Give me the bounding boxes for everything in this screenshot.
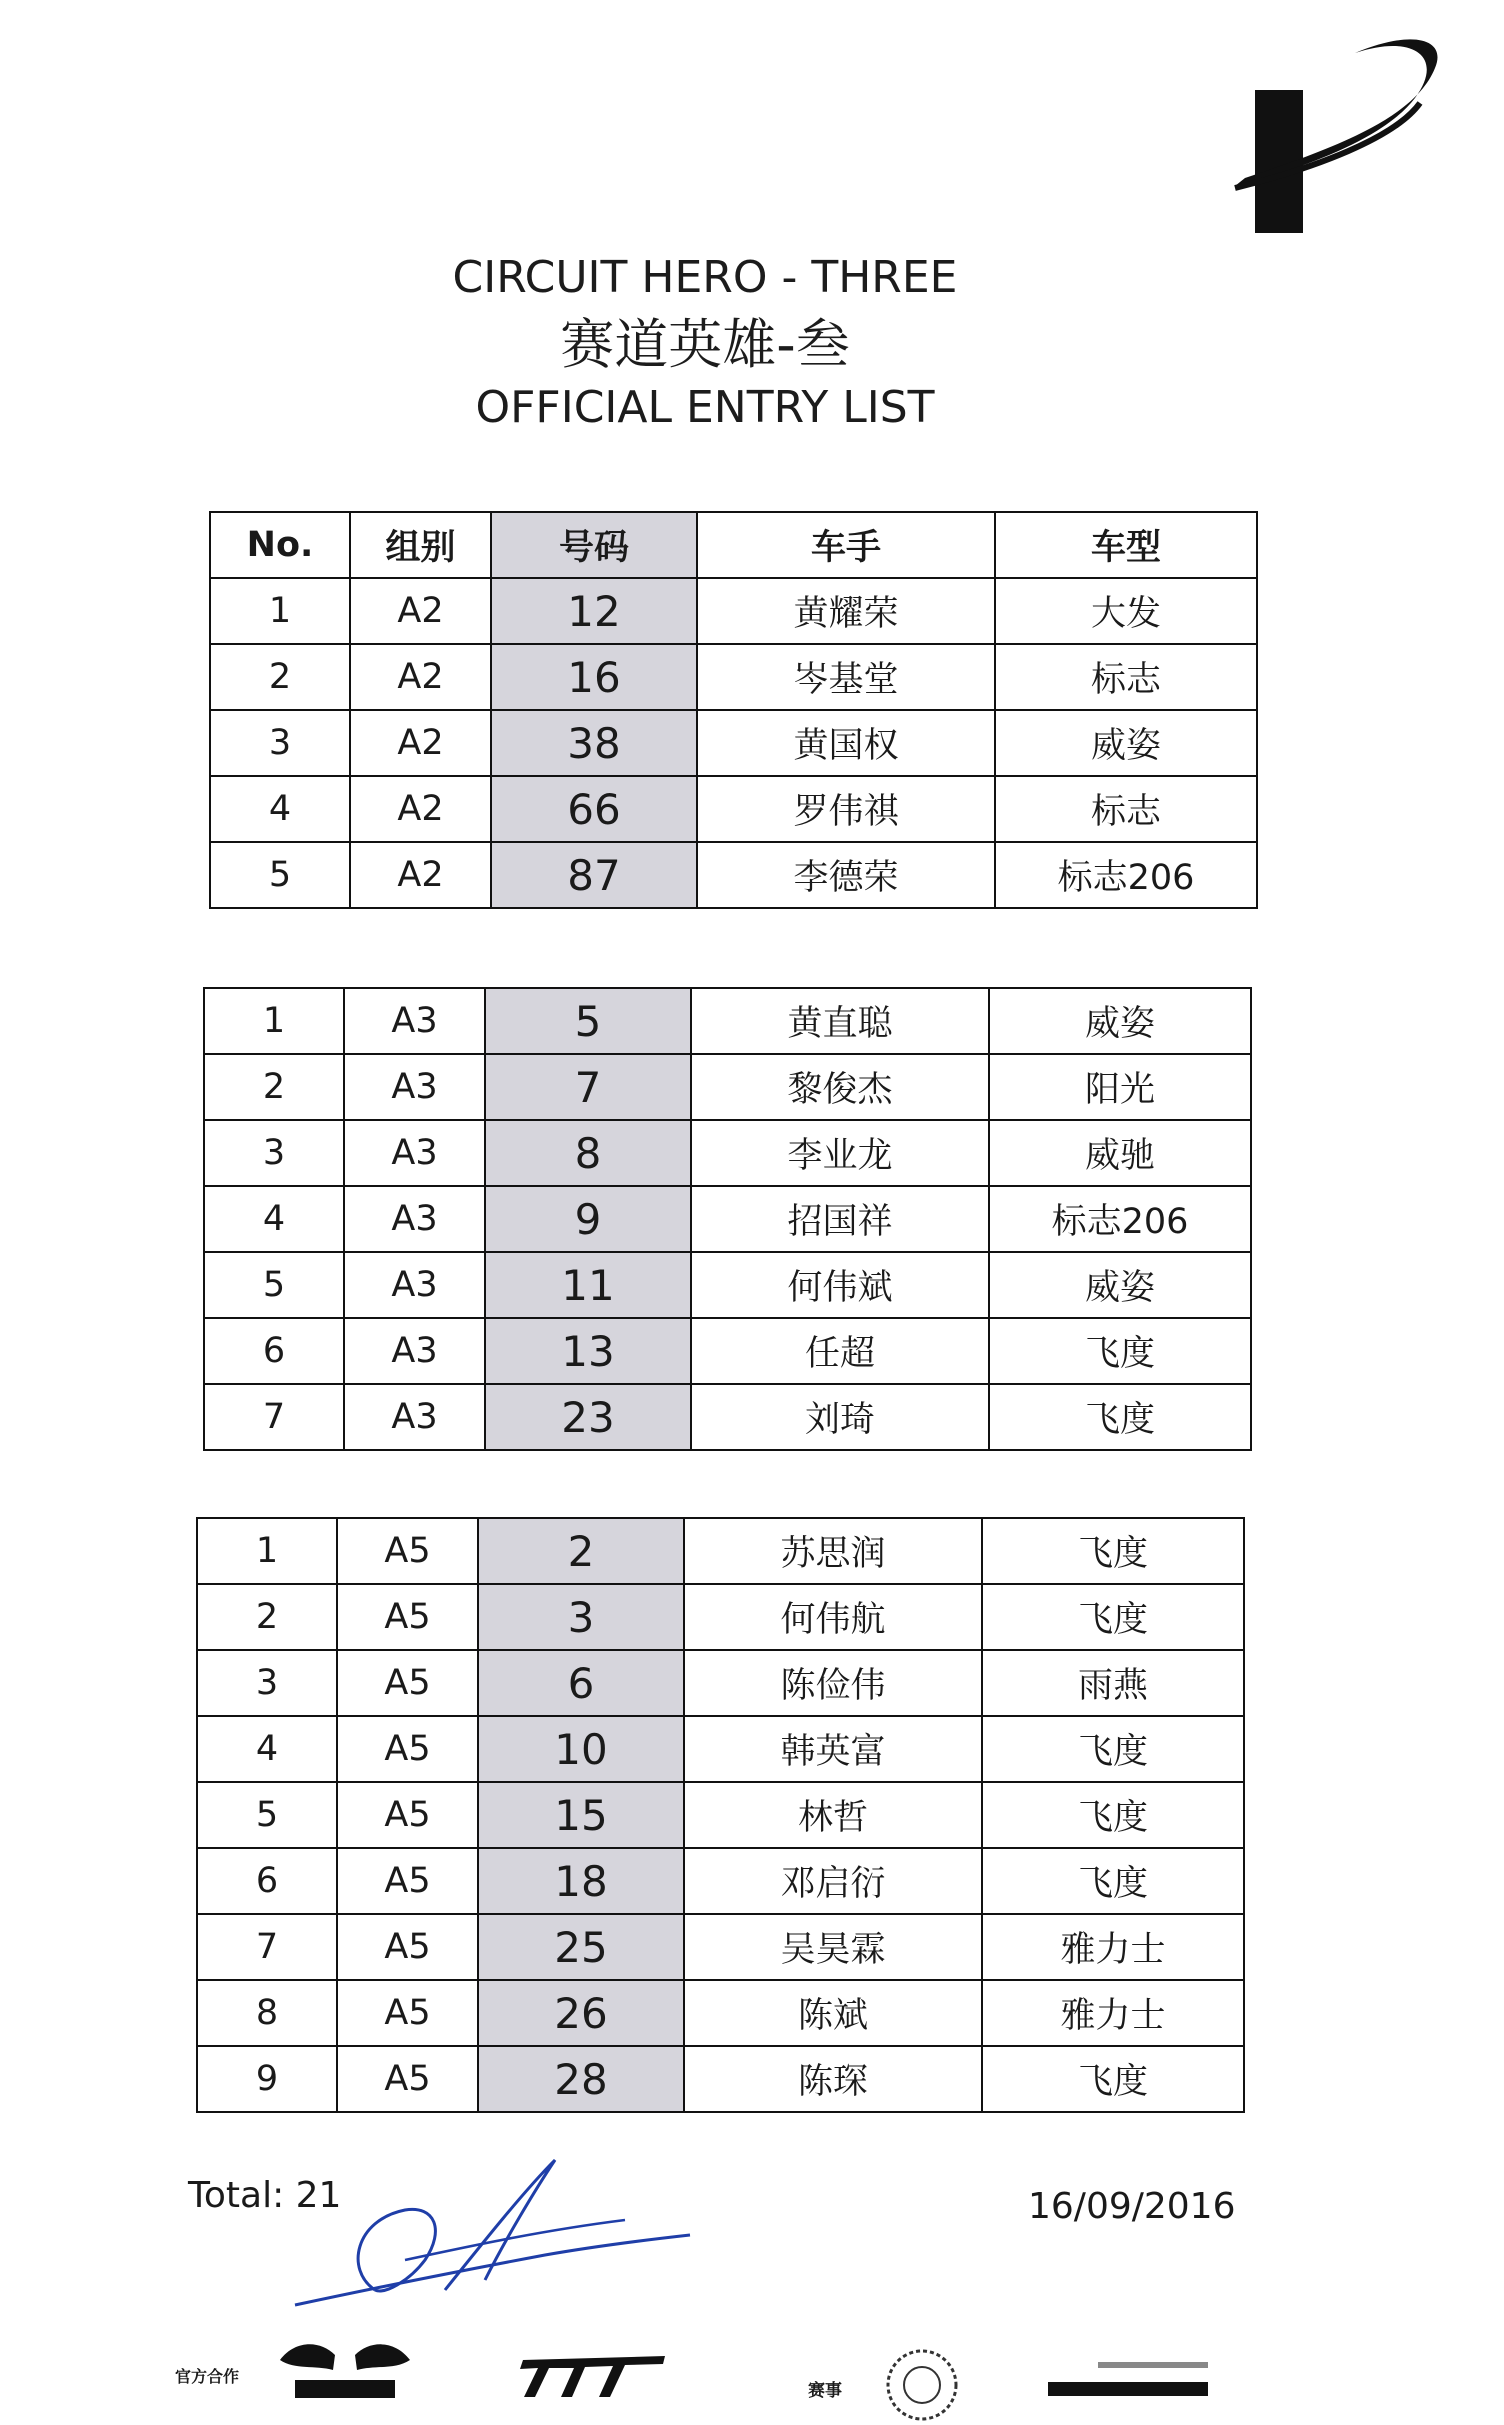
table-row bbox=[197, 1980, 1244, 2046]
cell-no: 3 bbox=[197, 1650, 337, 1716]
cell-no: 9 bbox=[197, 2046, 337, 2112]
cell-group: A5 bbox=[337, 1782, 478, 1848]
cell-car: 标志 bbox=[995, 644, 1257, 710]
table-row bbox=[197, 1584, 1244, 1650]
table-row bbox=[204, 1120, 1251, 1186]
table-row bbox=[204, 988, 1251, 1054]
cell-no: 5 bbox=[197, 1782, 337, 1848]
table-row bbox=[197, 1650, 1244, 1716]
cell-driver: 黄直聪 bbox=[691, 988, 989, 1054]
cell-driver: 招国祥 bbox=[691, 1186, 989, 1252]
cell-group: A3 bbox=[344, 1120, 485, 1186]
cell-group: A5 bbox=[337, 1518, 478, 1584]
cell-car: 大发 bbox=[995, 578, 1257, 644]
header-number: 号码 bbox=[491, 512, 697, 578]
cell-car: 飞度 bbox=[989, 1318, 1251, 1384]
cell-no: 4 bbox=[197, 1716, 337, 1782]
cell-car: 飞度 bbox=[982, 1518, 1244, 1584]
cell-car: 威姿 bbox=[989, 988, 1251, 1054]
cell-car: 飞度 bbox=[982, 1782, 1244, 1848]
cell-group: A2 bbox=[350, 578, 491, 644]
cell-no: 7 bbox=[204, 1384, 344, 1450]
table-row bbox=[204, 1252, 1251, 1318]
cell-number: 11 bbox=[485, 1252, 691, 1318]
title-english: CIRCUIT HERO - THREE bbox=[452, 252, 958, 303]
cell-car: 飞度 bbox=[982, 2046, 1244, 2112]
cell-no: 4 bbox=[204, 1186, 344, 1252]
cell-number: 3 bbox=[478, 1584, 684, 1650]
table-row bbox=[204, 1054, 1251, 1120]
table-row bbox=[210, 710, 1257, 776]
table-row bbox=[197, 2046, 1244, 2112]
cell-group: A5 bbox=[337, 1848, 478, 1914]
subtitle: OFFICIAL ENTRY LIST bbox=[475, 382, 935, 433]
cell-no: 5 bbox=[204, 1252, 344, 1318]
sponsor-label: 官方合作 bbox=[175, 2367, 240, 2386]
header-group: 组别 bbox=[350, 512, 491, 578]
cell-group: A5 bbox=[337, 2046, 478, 2112]
cell-group: A3 bbox=[344, 1252, 485, 1318]
cell-car: 标志206 bbox=[989, 1186, 1251, 1252]
cell-group: A3 bbox=[344, 1384, 485, 1450]
table-row bbox=[204, 1186, 1251, 1252]
cell-group: A2 bbox=[350, 644, 491, 710]
cell-driver: 任超 bbox=[691, 1318, 989, 1384]
cell-no: 2 bbox=[197, 1584, 337, 1650]
circuit-sponsor-logo-icon bbox=[1038, 2350, 1278, 2400]
cell-car: 飞度 bbox=[982, 1716, 1244, 1782]
table-row bbox=[197, 1716, 1244, 1782]
cell-car: 雅力士 bbox=[982, 1980, 1244, 2046]
cell-no: 2 bbox=[204, 1054, 344, 1120]
cell-car: 威姿 bbox=[989, 1252, 1251, 1318]
circuit-logo-icon bbox=[1215, 28, 1465, 238]
cell-driver: 吴昊霖 bbox=[684, 1914, 982, 1980]
cell-driver: 罗伟祺 bbox=[697, 776, 995, 842]
table-row bbox=[204, 1318, 1251, 1384]
cell-driver: 李德荣 bbox=[697, 842, 995, 908]
cell-no: 1 bbox=[204, 988, 344, 1054]
cell-number: 10 bbox=[478, 1716, 684, 1782]
table-row bbox=[197, 1518, 1244, 1584]
document-header bbox=[0, 250, 1410, 436]
cell-driver: 陈琛 bbox=[684, 2046, 982, 2112]
cell-car: 飞度 bbox=[989, 1384, 1251, 1450]
trt-logo-icon bbox=[515, 2352, 675, 2400]
cell-driver: 何伟航 bbox=[684, 1584, 982, 1650]
table-row bbox=[204, 1384, 1251, 1450]
cell-car: 雅力士 bbox=[982, 1914, 1244, 1980]
header-driver: 车手 bbox=[697, 512, 995, 578]
cell-number: 7 bbox=[485, 1054, 691, 1120]
cell-car: 飞度 bbox=[982, 1848, 1244, 1914]
cell-no: 1 bbox=[197, 1518, 337, 1584]
table-row bbox=[210, 842, 1257, 908]
cell-no: 6 bbox=[204, 1318, 344, 1384]
cell-number: 38 bbox=[491, 710, 697, 776]
cell-no: 1 bbox=[210, 578, 350, 644]
cell-no: 3 bbox=[210, 710, 350, 776]
cell-number: 26 bbox=[478, 1980, 684, 2046]
cell-number: 18 bbox=[478, 1848, 684, 1914]
cell-driver: 陈俭伟 bbox=[684, 1650, 982, 1716]
cell-group: A5 bbox=[337, 1716, 478, 1782]
cell-group: A2 bbox=[350, 842, 491, 908]
cell-no: 6 bbox=[197, 1848, 337, 1914]
cell-number: 9 bbox=[485, 1186, 691, 1252]
table-row bbox=[197, 1782, 1244, 1848]
cell-car: 威姿 bbox=[995, 710, 1257, 776]
cell-group: A3 bbox=[344, 1318, 485, 1384]
cell-no: 8 bbox=[197, 1980, 337, 2046]
cell-number: 66 bbox=[491, 776, 697, 842]
cell-car: 标志206 bbox=[995, 842, 1257, 908]
cell-driver: 李业龙 bbox=[691, 1120, 989, 1186]
cell-group: A2 bbox=[350, 776, 491, 842]
cell-driver: 黎俊杰 bbox=[691, 1054, 989, 1120]
red-bull-logo-icon bbox=[275, 2330, 415, 2400]
cell-group: A5 bbox=[337, 1980, 478, 2046]
signature-mark-icon bbox=[285, 2150, 705, 2330]
cell-number: 6 bbox=[478, 1650, 684, 1716]
cell-driver: 黄国权 bbox=[697, 710, 995, 776]
cell-number: 16 bbox=[491, 644, 697, 710]
cell-number: 5 bbox=[485, 988, 691, 1054]
entry-table-a5 bbox=[196, 1517, 1245, 2113]
cell-driver: 邓启衍 bbox=[684, 1848, 982, 1914]
cell-group: A3 bbox=[344, 1186, 485, 1252]
cell-number: 12 bbox=[491, 578, 697, 644]
cell-no: 4 bbox=[210, 776, 350, 842]
entry-table-a3 bbox=[203, 987, 1252, 1451]
total-count: Total: 21 bbox=[188, 2175, 342, 2216]
cell-driver: 陈斌 bbox=[684, 1980, 982, 2046]
cell-group: A5 bbox=[337, 1584, 478, 1650]
cell-group: A5 bbox=[337, 1914, 478, 1980]
table-row bbox=[210, 776, 1257, 842]
cell-car: 飞度 bbox=[982, 1584, 1244, 1650]
table-row bbox=[197, 1914, 1244, 1980]
cell-number: 13 bbox=[485, 1318, 691, 1384]
table-row bbox=[210, 644, 1257, 710]
cell-number: 87 bbox=[491, 842, 697, 908]
cell-number: 25 bbox=[478, 1914, 684, 1980]
organizer-seal-icon bbox=[882, 2345, 962, 2425]
table-row bbox=[197, 1848, 1244, 1914]
cell-group: A3 bbox=[344, 988, 485, 1054]
cell-group: A3 bbox=[344, 1054, 485, 1120]
cell-car: 雨燕 bbox=[982, 1650, 1244, 1716]
cell-group: A2 bbox=[350, 710, 491, 776]
cell-group: A5 bbox=[337, 1650, 478, 1716]
cell-no: 7 bbox=[197, 1914, 337, 1980]
cell-driver: 韩英富 bbox=[684, 1716, 982, 1782]
cell-driver: 刘琦 bbox=[691, 1384, 989, 1450]
cell-number: 28 bbox=[478, 2046, 684, 2112]
cell-number: 15 bbox=[478, 1782, 684, 1848]
cell-driver: 岑基堂 bbox=[697, 644, 995, 710]
document-date: 16/09/2016 bbox=[1028, 2186, 1236, 2227]
cell-no: 2 bbox=[210, 644, 350, 710]
cell-number: 23 bbox=[485, 1384, 691, 1450]
cell-car: 标志 bbox=[995, 776, 1257, 842]
cell-driver: 何伟斌 bbox=[691, 1252, 989, 1318]
cell-driver: 林哲 bbox=[684, 1782, 982, 1848]
title-chinese: 赛道英雄-叁 bbox=[560, 313, 850, 376]
cell-number: 8 bbox=[485, 1120, 691, 1186]
cell-driver: 苏思润 bbox=[684, 1518, 982, 1584]
entry-table-a2 bbox=[209, 511, 1258, 909]
cell-car: 威驰 bbox=[989, 1120, 1251, 1186]
cell-no: 3 bbox=[204, 1120, 344, 1186]
cell-number: 2 bbox=[478, 1518, 684, 1584]
organizer-label: 赛事 bbox=[808, 2381, 842, 2401]
table-row bbox=[210, 578, 1257, 644]
header-car: 车型 bbox=[995, 512, 1257, 578]
cell-no: 5 bbox=[210, 842, 350, 908]
cell-car: 阳光 bbox=[989, 1054, 1251, 1120]
header-no: No. bbox=[210, 512, 350, 578]
cell-driver: 黄耀荣 bbox=[697, 578, 995, 644]
table-header-row bbox=[210, 512, 1257, 578]
